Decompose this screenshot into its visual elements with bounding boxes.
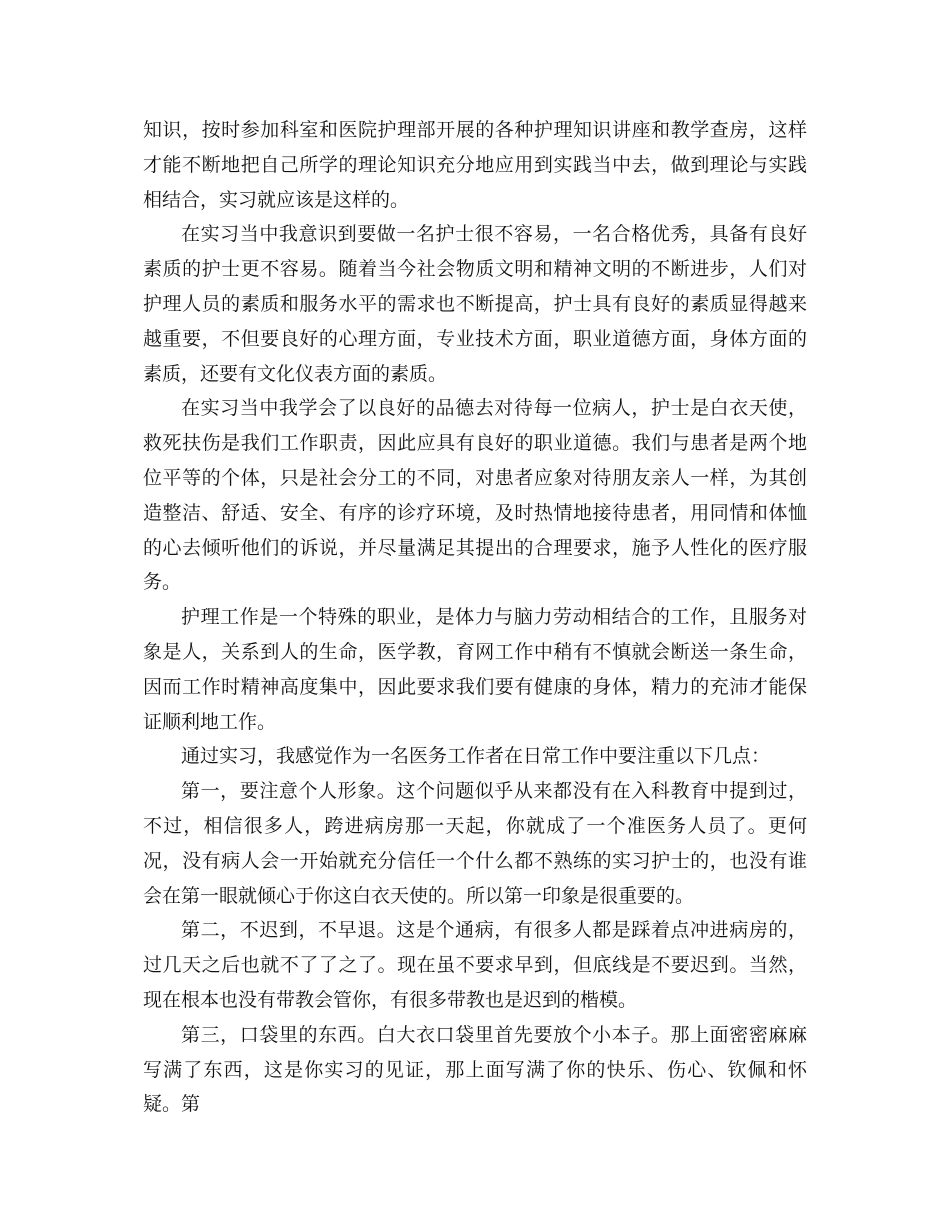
paragraph: 在实习当中我学会了以良好的品德去对待每一位病人，护士是白衣天使，救死扶伤是我们工作职责，因此应具有良好的职业道德。我们与患者是两个地位平等的个体，只是社会分工的不同，对患者应象对待朋友亲人一样，为其创造整洁、舒适、安全、有序的诊疗环境，及时热情地接待患者，用同情和体恤的心去倾听他们的诉说，并尽量满足其提出的合理要求，施予人性化的医疗服务。 (143, 397, 807, 594)
paragraph: 知识，按时参加科室和医院护理部开展的各种护理知识讲座和教学查房，这样才能不断地把自己所学的理论知识充分地应用到实践当中去，做到理论与实践相结合，实习就应该是这样的。 (143, 119, 807, 211)
paragraph: 在实习当中我意识到要做一名护士很不容易，一名合格优秀，具备有良好素质的护士更不容易。随着当今社会物质文明和精神文明的不断进步，人们对护理人员的素质和服务水平的需求也不断提高，护士具有良好的素质显得越来越重要，不但要良好的心理方面，专业技术方面，职业道德方面，身体方面的素质，还要有文化仪表方面的素质。 (143, 223, 807, 385)
paragraph: 第二，不迟到，不早退。这是个通病，有很多人都是踩着点冲进病房的，过几天之后也就不了了之了。现在虽不要求早到，但底线是不要迟到。当然，现在根本也没有带教会管你，有很多带教也是迟到的楷模。 (143, 919, 807, 1011)
paragraph: 第一，要注意个人形象。这个问题似乎从来都没有在入科教育中提到过，不过，相信很多人，跨进病房那一天起，你就成了一个准医务人员了。更何况，没有病人会一开始就充分信任一个什么都不熟练的实习护士的，也没有谁会在第一眼就倾心于你这白衣天使的。所以第一印象是很重要的。 (143, 780, 807, 907)
document-body (143, 113, 807, 1122)
paragraph: 第三，口袋里的东西。白大衣口袋里首先要放个小本子。那上面密密麻麻写满了东西，这是你实习的见证，那上面写满了你的快乐、伤心、钦佩和怀疑。第 (143, 1023, 807, 1116)
paragraph: 通过实习，我感觉作为一名医务工作者在日常工作中要注重以下几点： (181, 745, 771, 768)
paragraph: 护理工作是一个特殊的职业，是体力与脑力劳动相结合的工作，且服务对象是人，关系到人的生命，医学教，育网工作中稍有不慎就会断送一条生命，因而工作时精神高度集中，因此要求我们要有健康的身体，精力的充沛才能保证顺利地工作。 (143, 606, 807, 733)
